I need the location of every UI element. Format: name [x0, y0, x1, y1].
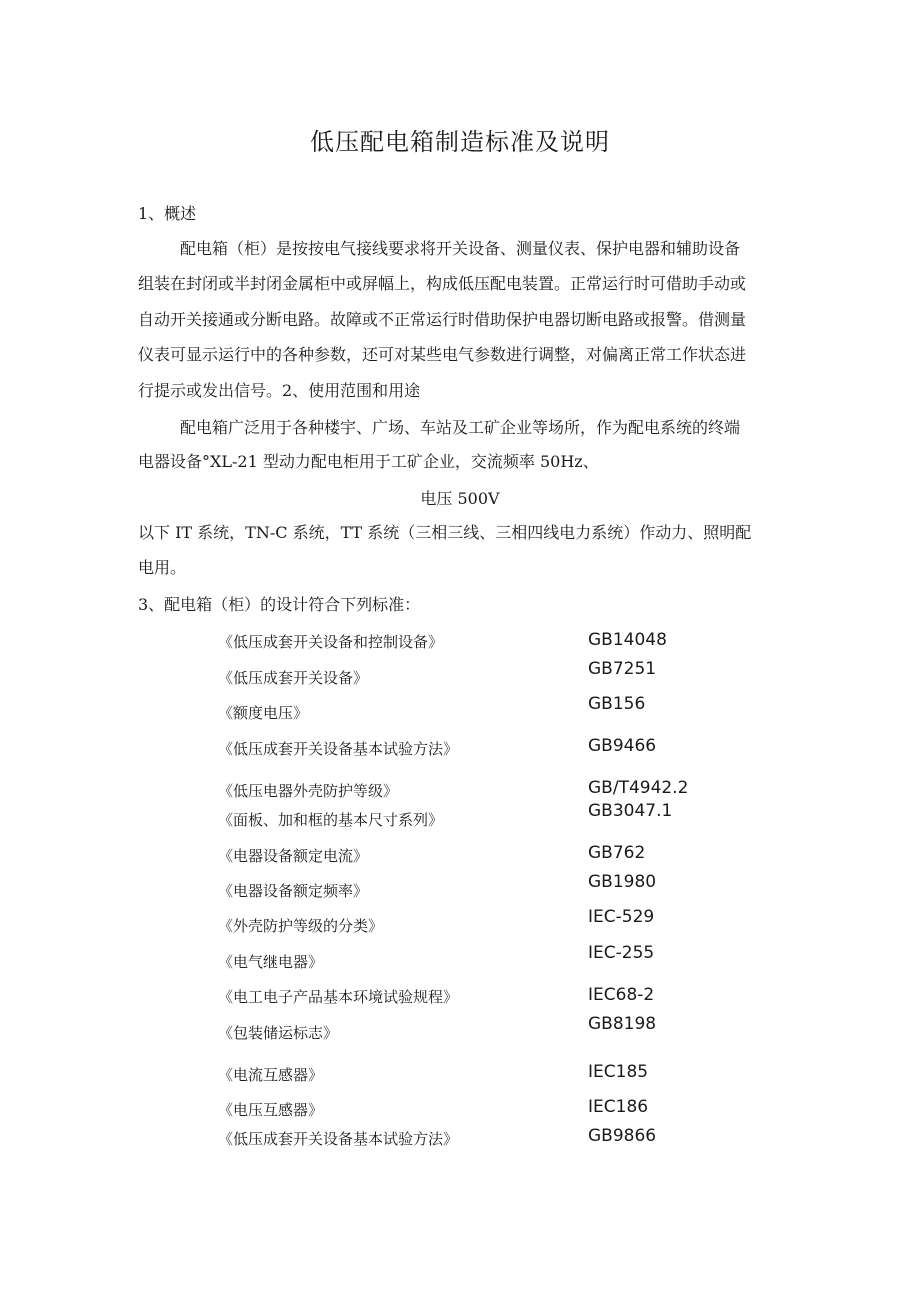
standard-name: 《电流互感器》 — [218, 1066, 324, 1084]
standard-code: GB7251 — [588, 659, 657, 679]
standard-code: GB156 — [588, 694, 646, 714]
standard-name: 《低压成套开关设备基本试验方法》 — [218, 740, 459, 758]
standard-name: 《电器设备额定电流》 — [218, 847, 369, 865]
standard-name: 《低压成套开关设备基本试验方法》 — [218, 1130, 459, 1148]
section-2-line-4: 以下 IT 系统，TN-C 系统，TT 系统（三相三线、三相四线电力系统）作动力、照明配 — [138, 523, 752, 542]
standard-name: 《低压成套开关设备和控制设备》 — [218, 633, 444, 651]
section-1-line-3: 自动开关接通或分断电路。故障或不正常运行时借助保护电器切断电路或报警。借测量 — [138, 310, 747, 329]
standard-code: GB9466 — [588, 736, 657, 756]
standard-code: IEC-255 — [588, 943, 655, 963]
standard-name: 《电器设备额定频率》 — [218, 882, 369, 900]
section-2-line-2: 电器设备°XL-21 型动力配电柜用于工矿企业，交流频率 50Hz、 — [138, 452, 599, 471]
standard-name: 《包装储运标志》 — [218, 1024, 339, 1042]
standard-code: IEC-529 — [588, 907, 655, 927]
section-2-line-3: 电压 500V — [420, 489, 500, 508]
standard-code: GB3047.1 — [588, 801, 673, 821]
section-1-line-4: 仪表可显示运行中的各种参数，还可对某些电气参数进行调整，对偏离正常工作状态进 — [138, 345, 747, 364]
standard-code: GB762 — [588, 843, 646, 863]
standard-name: 《额度电压》 — [218, 704, 309, 722]
standard-name: 《面板、加和框的基本尺寸系列》 — [218, 811, 444, 829]
standard-name: 《外壳防护等级的分类》 — [218, 917, 384, 935]
section-2-line-1: 配电箱广泛用于各种楼宇、广场、车站及工矿企业等场所，作为配电系统的终端 — [180, 418, 741, 437]
section-1-line-5: 行提示或发出信号。2、使用范围和用途 — [138, 381, 421, 400]
standard-name: 《电气继电器》 — [218, 953, 324, 971]
standard-code: GB/T4942.2 — [588, 778, 689, 798]
standard-name: 《低压电器外壳防护等级》 — [218, 782, 399, 800]
standard-code: IEC68-2 — [588, 985, 655, 1005]
standard-name: 《电压互感器》 — [218, 1101, 324, 1119]
standard-code: GB8198 — [588, 1014, 657, 1034]
section-1-heading: 1、概述 — [138, 204, 197, 223]
standard-name: 《低压成套开关设备》 — [218, 669, 369, 687]
standard-code: GB9866 — [588, 1126, 657, 1146]
section-1-line-2: 组装在封闭或半封闭金属柜中或屏幅上，构成低压配电装置。正常运行时可借助手动或 — [138, 274, 747, 293]
standard-name: 《电工电子产品基本环境试验规程》 — [218, 988, 459, 1006]
standard-code: GB14048 — [588, 630, 667, 650]
section-2-line-5: 电用。 — [138, 558, 187, 577]
standard-code: IEC185 — [588, 1062, 649, 1082]
standard-code: GB1980 — [588, 872, 657, 892]
standard-code: IEC186 — [588, 1097, 649, 1117]
section-1-line-1: 配电箱（柜）是按按电气接线要求将开关设备、测量仪表、保护电器和辅助设备 — [180, 239, 741, 258]
section-3-heading: 3、配电箱（柜）的设计符合下列标准： — [138, 595, 421, 614]
page-title: 低压配电箱制造标准及说明 — [310, 128, 610, 156]
